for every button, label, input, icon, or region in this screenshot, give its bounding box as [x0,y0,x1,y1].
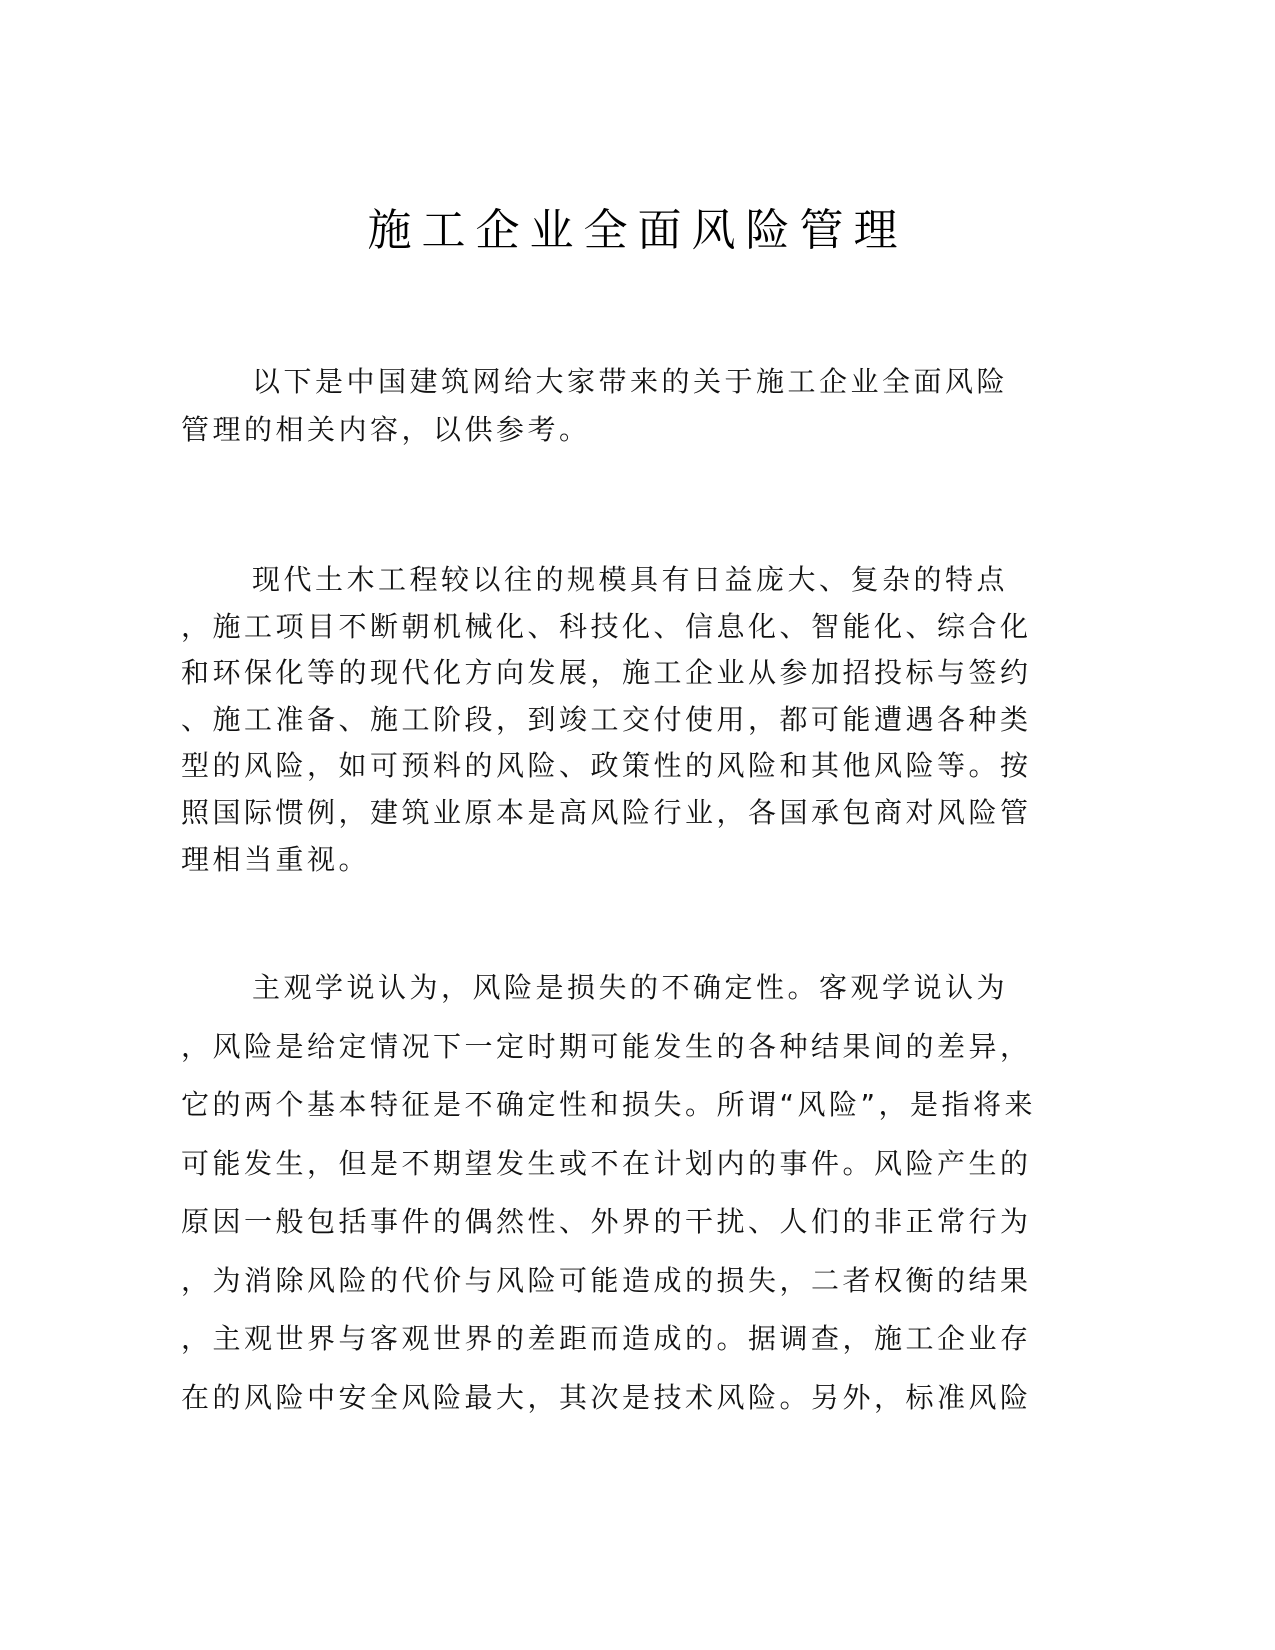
text-line: 理相当重视。 [181,842,371,876]
text-line: 照国际惯例，建筑业原本是高风险行业，各国承包商对风险管 [181,795,1032,829]
text-line: 主观学说认为，风险是损失的不确定性。客观学说认为 [252,971,1009,1004]
text-line: 型的风险，如可预料的风险、政策性的风险和其他风险等。按 [181,749,1032,783]
paragraph-intro [181,362,1061,458]
text-line: 、施工准备、施工阶段，到竣工交付使用，都可能遭遇各种类 [181,702,1032,736]
paragraph-background [181,560,1061,886]
text-line: 以下是中国建筑网给大家带来的关于施工企业全面风险 [252,365,1009,398]
text-line: ，风险是给定情况下一定时期可能发生的各种结果间的差异， [181,1029,1032,1063]
text-line: ，为消除风险的代价与风险可能造成的损失，二者权衡的结果 [181,1263,1032,1297]
text-line: 现代土木工程较以往的规模具有日益庞大、复杂的特点 [252,563,1009,596]
text-line: 可能发生，但是不期望发生或不在计划内的事件。风险产生的 [181,1146,1032,1180]
text-line: 原因一般包括事件的偶然性、外界的干扰、人们的非正常行为 [181,1205,1032,1238]
text-line: ，主观世界与客观世界的差距而造成的。据调查，施工企业存 [181,1322,1032,1355]
text-line: 和环保化等的现代化方向发展，施工企业从参加招投标与签约 [181,656,1032,690]
text-line: 在的风险中安全风险最大，其次是技术风险。另外，标准风险 [181,1380,1032,1414]
paragraph-risk-definition [181,968,1061,1436]
document-title: 施工企业全面风险管理 [367,205,908,256]
text-line: 管理的相关内容，以供参考。 [181,413,591,446]
text-line: 它的两个基本特征是不确定性和损失。所谓“风险”，是指将来 [181,1088,1037,1121]
text-line: ，施工项目不断朝机械化、科技化、信息化、智能化、综合化 [181,609,1032,643]
